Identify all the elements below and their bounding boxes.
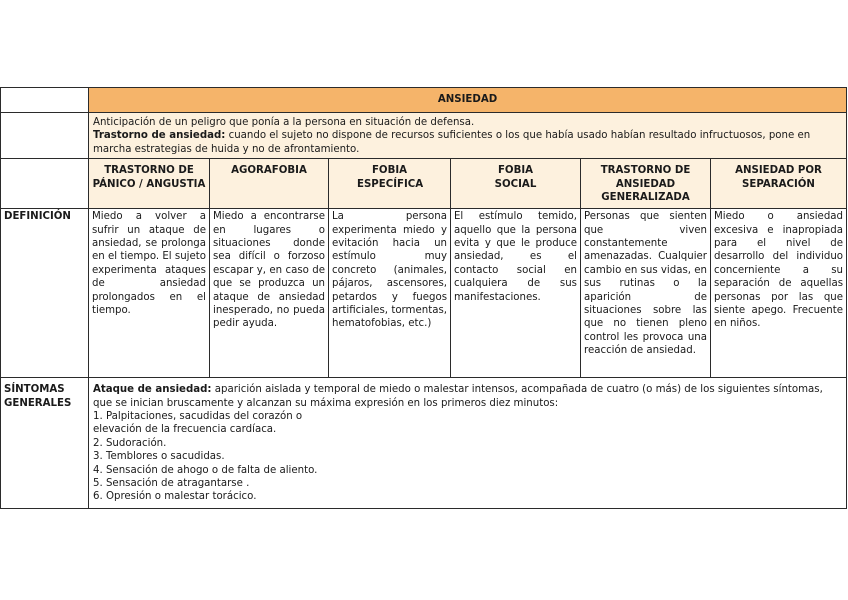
intro-line: Anticipación de un peligro que ponía a la persona en situación de defensa. [93, 117, 475, 128]
intro-empty-cell [1, 113, 89, 159]
symptom-item: 2. Sudoración. [93, 437, 167, 449]
corner-cell [1, 88, 89, 113]
symptoms-row [1, 378, 847, 509]
column-header-ansiedad-separacion: ANSIEDAD POR SEPARACIÓN [711, 159, 847, 209]
table-title: ANSIEDAD [89, 88, 847, 113]
intro-definition-text: cuando el sujeto no dispone de recursos suficientes o los que había usado habían resultado infructuosos, pone en marcha estrategias de huida y no de afrontamiento. [93, 130, 811, 155]
symptom-item: elevación de la frecuencia cardíaca. [93, 424, 277, 436]
definition-cell-fobia-social: El estímulo temido, aquello que la persona evita y que le produce ansiedad, es el contacto social en cualquiera de sus manifestaciones. [451, 209, 581, 378]
intro-row [1, 113, 847, 159]
anxiety-table [0, 87, 847, 509]
title-row [1, 88, 847, 113]
column-header-fobia-especifica: FOBIA ESPECÍFICA [329, 159, 451, 209]
intro-cell [89, 113, 847, 159]
definition-row [1, 209, 847, 378]
intro-definition-label: Trastorno de ansiedad: [93, 130, 226, 142]
symptom-item: 3. Temblores o sacudidas. [93, 451, 225, 463]
column-header-panico: TRASTORNO DE PÁNICO / ANGUSTIA [89, 159, 210, 209]
symptom-item: 1. Palpitaciones, sacudidas del corazón o [93, 411, 303, 423]
definition-cell-ansiedad-generalizada: Personas que sienten que viven constantemente amenazadas. Cualquier cambio en sus vidas, en sus rutinas o la aparición de situaciones sobre las que no tienen pleno control les provoca una reacción de ansiedad. [581, 209, 711, 378]
definition-cell-panico: Miedo a volver a sufrir un ataque de ansiedad, se prolonga en el tiempo. El sujeto experimenta ataques de ansiedad prolongados en el tiempo. [89, 209, 210, 378]
definition-cell-agorafobia: Miedo a encontrarse en lugares o situaciones donde sea difícil o forzoso escapar y, en caso de que se produzca un ataque de ansiedad inesperado, no pueda pedir ayuda. [210, 209, 329, 378]
symptoms-lead-label: Ataque de ansiedad: [93, 384, 212, 396]
column-header-row [1, 159, 847, 209]
row-header-sintomas: SÍNTOMAS GENERALES [1, 378, 89, 509]
definition-cell-fobia-especifica: La persona experimenta miedo y evitación hacia un estímulo muy concreto (animales, pájaros, ascensores, petardos y fuegos artificiales, tormentas, hematofobias, etc.) [329, 209, 451, 378]
symptom-item: 6. Opresión o malestar torácico. [93, 491, 257, 503]
symptom-item: 5. Sensación de atragantarse . [93, 478, 250, 490]
row-header-definicion: DEFINICIÓN [1, 209, 89, 378]
symptoms-cell [89, 378, 847, 509]
column-header-fobia-social: FOBIA SOCIAL [451, 159, 581, 209]
column-header-ansiedad-generalizada: TRASTORNO DE ANSIEDAD GENERALIZADA [581, 159, 711, 209]
definition-cell-ansiedad-separacion: Miedo o ansiedad excesiva e inapropiada para el nivel de desarrollo del individuo concerniente a su separación de aquellas personas por las que siente apego. Frecuente en niños. [711, 209, 847, 378]
header-empty-cell [1, 159, 89, 209]
symptoms-lead-text: aparición aislada y temporal de miedo o malestar intensos, acompañada de cuatro (o más) de los siguientes síntomas, que se inician bruscamente y alcanzan su máxima expresión en los primeros diez minutos: [93, 384, 823, 409]
symptoms-lead [93, 383, 842, 410]
column-header-agorafobia: AGORAFOBIA [210, 159, 329, 209]
symptom-item: 4. Sensación de ahogo o de falta de aliento. [93, 464, 318, 476]
